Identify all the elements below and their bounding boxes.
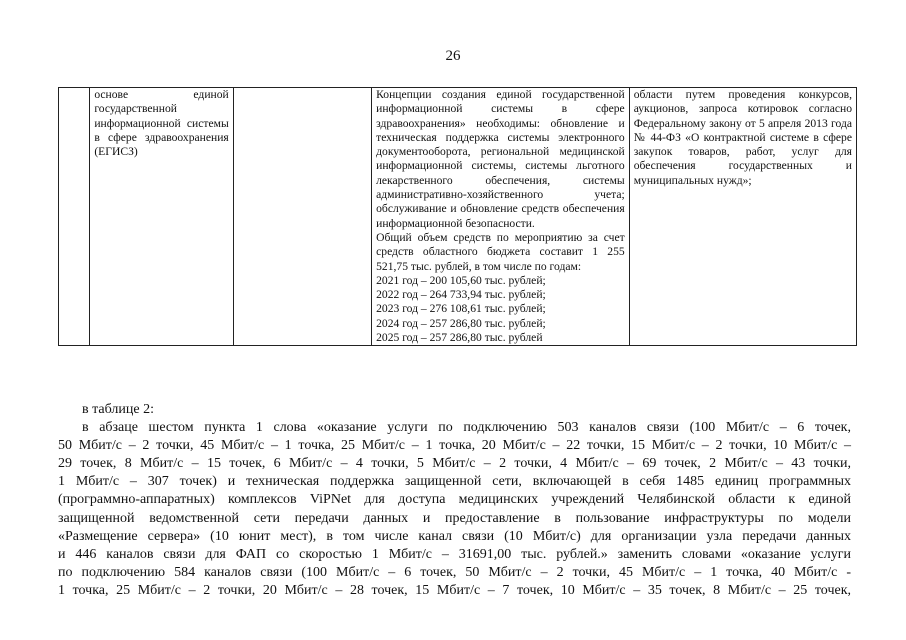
- year-line: 2021 год – 200 105,60 тыс. рублей;: [376, 273, 546, 287]
- text-line: защищенной ведомственной сети передачи данных и предоставление в пользование инфраструктуры по модели: [58, 510, 851, 526]
- text-line: (программно-аппаратных) комплексов ViPNet для доступа медицинских учреждений Челябинской области к единой: [58, 492, 851, 508]
- year-line: 2023 год – 276 108,61 тыс. рублей;: [376, 302, 546, 316]
- year-line: 2024 год – 257 286,80 тыс. рублей;: [376, 316, 546, 330]
- text-line: 50 Мбит/с – 2 точки, 45 Мбит/с – 1 точка, 25 Мбит/с – 1 точка, 20 Мбит/с – 22 точки, 15 Мбит/с – 2 точки, 10 Мбит/с –: [58, 438, 851, 454]
- body-text: [58, 401, 851, 600]
- table-cell-name: [90, 88, 233, 346]
- cell-text: основе единой государственной информационной системы в сфере здравоохранения (ЕГИСЗ): [94, 88, 229, 159]
- table-cell-description: [372, 88, 630, 346]
- year-line: 2025 год – 257 286,80 тыс. рублей: [376, 331, 543, 345]
- text-line: 1 точка, 25 Мбит/с – 2 точки, 20 Мбит/с – 28 точек, 15 Мбит/с – 7 точек, 10 Мбит/с – 35 точек, 8 Мбит/с – 25 точек,: [58, 582, 851, 598]
- text-line: 1 Мбит/с – 307 точек) и техническая поддержка защищенной сети, включающей в себя 1485 единиц программных: [58, 474, 851, 490]
- intro-line: в таблице 2:: [82, 402, 154, 417]
- text-line: «Размещение сервера» (10 юнит мест), в том числе канал связи (10 Мбит/с) для организации узла передачи данных: [58, 528, 851, 544]
- text-line: по подключению 584 каналов связи (100 Мбит/с – 6 точек, 50 Мбит/с – 2 точки, 45 Мбит/с – 1 точка, 40 Мбит/с -: [58, 564, 851, 580]
- text-line: в абзаце шестом пункта 1 слова «оказание услуги по подключению 503 каналов связи (100 Мбит/с – 6 точек,: [82, 420, 851, 436]
- text-line: 29 точек, 8 Мбит/с – 15 точек, 6 Мбит/с – 4 точки, 5 Мбит/с – 2 точки, 4 Мбит/с – 69 точек, 2 Мбит/с – 43 точки,: [58, 456, 851, 472]
- table-cell-number: [59, 88, 90, 346]
- text-line: и 446 каналов связи для ФАП со скоростью 1 Мбит/с – 31691,00 тыс. рублей.» заменить словами «оказание услуги: [58, 546, 851, 562]
- cell-paragraph-2: Общий объем средств по мероприятию за счет средств областного бюджета составит 1 255 521,75 тыс. рублей, в том числе по годам:: [376, 230, 625, 273]
- program-table: [58, 87, 857, 346]
- table-cell-empty: [233, 88, 371, 346]
- year-list: [376, 274, 625, 345]
- table-cell-procurement: [629, 88, 856, 346]
- cell-paragraph-1: Концепции создания единой государственной информационной системы в сфере здравоохранения» необходимы: обновление и техническая поддержка системы электронного документооборота, региональной медицинской информационной системы, системы льготного лекарственного обеспечения, системы административно-хозяйственного учета; обслуживание и обновление средств обеспечения информационной безопасности.: [376, 88, 625, 230]
- year-line: 2022 год – 264 733,94 тыс. рублей;: [376, 288, 546, 302]
- page-number: 26: [445, 48, 461, 64]
- cell-text: области путем проведения конкурсов, аукционов, запроса котировок согласно Федеральному закону от 5 апреля 2013 года № 44-ФЗ «О контрактной системе в сфере закупок товаров, работ, услуг для обеспечения государственных и муниципальных нужд»;: [633, 88, 852, 187]
- table-row: [59, 88, 857, 346]
